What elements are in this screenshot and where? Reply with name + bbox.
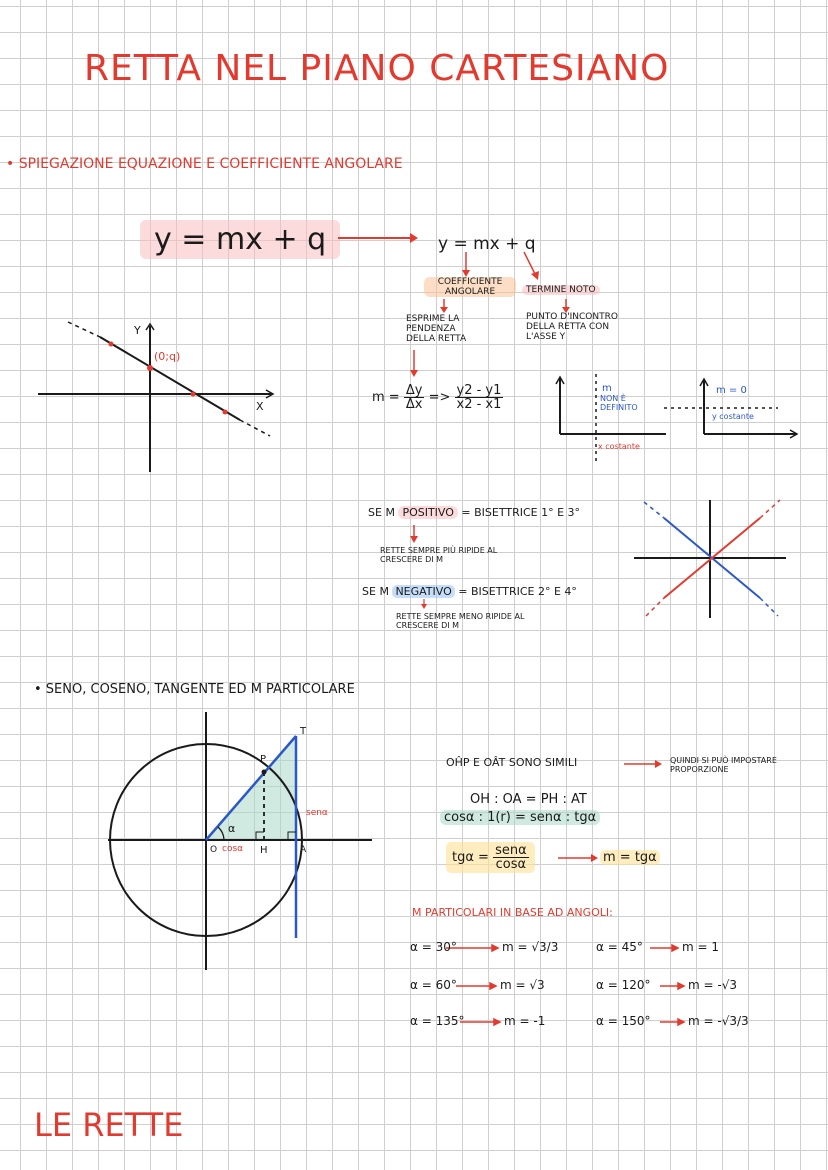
slope-description: ESPRIME LA PENDENZA DELLA RETTA [406,314,467,344]
point-T-label: T [300,726,307,737]
intercept-label: TERMINE NOTO [522,285,600,295]
delta-y: Δy [405,383,423,398]
x-diff: x2 - x1 [456,397,502,412]
negativo-highlight: NEGATIVO [392,585,454,598]
y-constant-label: y costante [712,412,754,421]
m-30: m = √3/3 [502,940,559,954]
positive-slope-rule: SE M POSITIVO = BISETTRICE 1° E 3° [368,506,581,519]
section-heading-trig: • SENO, COSENO, TANGENTE ED M PARTICOLARE [34,682,355,697]
similar-triangles-text: OĤP E OÂT SONO SIMILI [446,756,578,769]
implies-arrow: => [428,390,451,405]
m-45: m = 1 [682,940,720,954]
steeper-lines-note: RETTE SEMPRE PIÙ RIPIDE AL CRESCERE DI M [380,546,498,564]
origin-O-label: O [210,845,218,855]
proportion-equation: OH : OA = PH : AT [470,792,587,807]
m-equals-tg: m = tgα [600,850,660,865]
graph-y-label: Y [134,324,141,337]
section-heading-equation: • SPIEGAZIONE EQUAZIONE E COEFFICIENTE ANGOLARE [6,156,403,172]
vertical-m-label: m [602,383,612,394]
angle-135: α = 135° [410,1014,465,1028]
point-A-label: A [300,845,307,855]
page-title: RETTA NEL PIANO CARTESIANO [84,48,670,89]
m-60: m = √3 [500,978,545,992]
negative-slope-rule: SE M NEGATIVO = BISETTRICE 2° E 4° [362,585,577,598]
angle-150: α = 150° [596,1014,651,1028]
cos-proportion: cosα : 1(r) = senα : tgα [440,810,600,825]
sin-label: senα [306,808,328,818]
alpha-label: α [228,822,236,835]
graph-bisectors [634,500,786,618]
special-m-title: M PARTICOLARI IN BASE AD ANGOLI: [412,906,613,919]
graph-point-label: (0;q) [154,350,181,363]
point-P-label: P [260,754,267,765]
less-steep-lines-note: RETTE SEMPRE MENO RIPIDE AL CRESCERE DI M [396,612,525,630]
x-constant-label: x costante [598,442,640,451]
horizontal-m-label: m = 0 [716,385,747,396]
graph-x-label: X [256,400,264,413]
m-135: m = -1 [504,1014,546,1028]
proportion-note: QUINDI SI PUÒ IMPOSTARE PROPORZIONE [670,756,777,774]
tangent-definition: tgα = $\frac{\text{senα}}{\cos\alpha}$ [446,842,535,873]
angle-30: α = 30° [410,940,457,954]
intercept-description: PUNTO D'INCONTRO DELLA RETTA CON L'ASSE Y [526,312,618,342]
m-150: m = -√3/3 [688,1014,749,1028]
slope-formula-lhs: m = [372,390,400,405]
graph-line-intercept [38,322,273,472]
slope-formula [372,384,503,411]
cos-label: cosα [222,844,244,854]
m-120: m = -√3 [688,978,737,992]
equation-main: y = mx + q [140,220,340,259]
footer-heading: LE RETTE [34,1106,184,1144]
vertical-undefined-label: NON È DEFINITO [600,394,638,412]
point-H-label: H [260,845,268,856]
coefficient-label: COEFFICIENTE ANGOLARE [424,277,516,297]
angle-45: α = 45° [596,940,643,954]
unit-circle-diagram [108,712,372,970]
angle-120: α = 120° [596,978,651,992]
angle-60: α = 60° [410,978,457,992]
equation-small: y = mx + q [438,234,536,254]
positivo-highlight: POSITIVO [398,506,457,519]
delta-x: Δx [405,397,423,412]
y-diff: y2 - y1 [456,383,502,398]
